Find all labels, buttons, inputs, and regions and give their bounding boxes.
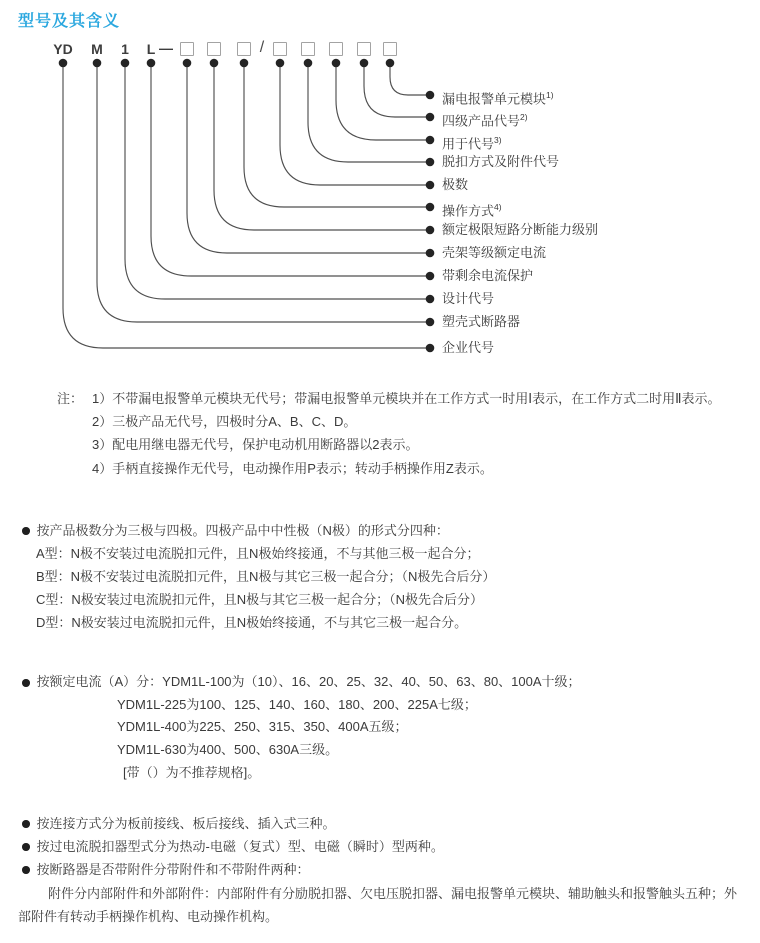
designation-label — [442, 109, 528, 129]
connector-line — [214, 67, 426, 230]
section-line: YDM1L-630为400、500、630A三级。 — [117, 742, 339, 758]
section-heading: 按额定电流（A）分：YDM1L-100为（10）、16、20、25、32、40、50、63、80、100A十级； — [36, 674, 581, 689]
label-bullet-icon — [426, 226, 435, 235]
designation-label — [442, 222, 598, 238]
bullet-icon — [22, 843, 30, 851]
model-code-box — [357, 42, 371, 56]
bullet-icon — [22, 679, 30, 687]
attachments-paragraph: 附件分内部附件和外部附件：内部附件有分励脱扣器、欠电压脱扣器、漏电报警单元模块、辅助触头和报警触头五种；外部附件有转动手柄操作机构、电动操作机构。 — [18, 885, 738, 924]
connector-line — [187, 67, 426, 253]
model-code-letter: YD — [53, 41, 73, 57]
connector-line — [390, 67, 426, 95]
code-dot-icon — [210, 59, 219, 68]
designation-label — [442, 340, 494, 356]
model-code-box — [207, 42, 221, 56]
connector-line — [280, 67, 426, 185]
bullet-text: 按连接方式分为板前接线、板后接线、插入式三种。 — [36, 816, 336, 831]
label-bullet-icon — [426, 295, 435, 304]
bullet-line — [22, 858, 750, 881]
label-bullet-icon — [426, 181, 435, 190]
code-dot-icon — [386, 59, 395, 68]
label-bullet-icon — [426, 91, 435, 100]
model-code-letter: L — [146, 41, 156, 57]
rated-current-section — [22, 671, 581, 785]
designation-label-text: 四级产品代号 — [442, 113, 521, 129]
label-bullet-icon — [426, 203, 435, 212]
bullet-line — [22, 812, 750, 835]
bullet-text: 按过电流脱扣器型式分为热动-电磁（复式）型、电磁（瞬时）型两种。 — [36, 839, 444, 855]
designation-label — [442, 268, 533, 284]
designation-label — [442, 154, 559, 170]
connector-line — [336, 67, 426, 140]
model-code-dash: — — [159, 40, 173, 56]
code-dot-icon — [332, 59, 341, 68]
label-bullet-icon — [426, 249, 435, 258]
designation-label — [442, 177, 468, 193]
note-line: 4）手柄直接操作无代号，电动操作用P表示；转动手柄操作用Z表示。 — [92, 460, 493, 476]
bullet-line — [22, 519, 495, 542]
code-dot-icon — [183, 59, 192, 68]
designation-label — [442, 291, 494, 307]
note-line: 3）配电用继电器无代号，保护电动机用断路器以2表示。 — [92, 437, 419, 453]
designation-label — [442, 314, 520, 330]
designation-label — [442, 87, 554, 107]
model-code-letter: M — [91, 41, 103, 57]
designation-label-text: 塑壳式断路器 — [442, 314, 521, 329]
model-code-slash: / — [259, 39, 265, 56]
designation-label-text: 脱扣方式及附件代号 — [442, 154, 560, 169]
designation-label-footnote: 1) — [546, 90, 554, 100]
model-code-box — [329, 42, 343, 56]
model-code-letter: 1 — [121, 41, 129, 57]
poles-section — [22, 519, 495, 634]
model-code-box — [301, 42, 315, 56]
section-line: YDM1L-400为225、250、315、350、400A五级； — [117, 719, 408, 735]
bullet-icon — [22, 820, 30, 828]
code-dot-icon — [59, 59, 68, 68]
bottom-bullets-section — [18, 812, 750, 928]
label-bullet-icon — [426, 136, 435, 145]
bullet-line — [22, 835, 750, 858]
note-text: 1）不带漏电报警单元模块无代号；带漏电报警单元模块并在工作方式一时用Ⅰ表示，在工作方式二时用Ⅱ表示。 — [92, 391, 721, 406]
model-code-box — [180, 42, 194, 56]
section-line: B型：N极不安装过电流脱扣元件，且N极与其它三极一起合分；（N极先合后分） — [36, 569, 496, 584]
model-designation-diagram — [0, 0, 760, 375]
section-line: A型：N极不安装过电流脱扣元件，且N极始终接通，不与其他三极一起合分； — [36, 546, 480, 561]
label-bullet-icon — [426, 344, 435, 353]
note-line — [57, 387, 720, 410]
connector-line — [308, 67, 426, 162]
bullet-icon — [22, 866, 30, 874]
connector-line — [364, 67, 426, 117]
designation-label-text: 用于代号 — [442, 136, 495, 152]
code-dot-icon — [240, 59, 249, 68]
section-line: C型：N极安装过电流脱扣元件，且N极与其它三极一起合分；（N极先合后分） — [36, 592, 484, 607]
designation-label-text: 带剩余电流保护 — [442, 268, 534, 283]
connector-line — [125, 67, 426, 299]
designation-label-footnote: 2) — [520, 112, 528, 122]
connector-lines — [0, 0, 760, 375]
designation-label — [442, 199, 502, 219]
code-dot-icon — [276, 59, 285, 68]
label-bullet-icon — [426, 158, 435, 167]
note-prefix: 注： — [57, 391, 84, 406]
model-code-box — [237, 42, 251, 56]
bullet-text: 按断路器是否带附件分带附件和不带附件两种： — [36, 862, 310, 878]
connector-line — [244, 67, 426, 207]
designation-label-text: 壳架等级额定电流 — [442, 245, 547, 260]
designation-label-text: 额定极限短路分断能力级别 — [442, 222, 599, 237]
connector-line — [151, 67, 426, 276]
page-title: 型号及其含义 — [18, 13, 121, 30]
code-dot-icon — [147, 59, 156, 68]
notes-block — [57, 387, 720, 480]
designation-label-footnote: 4) — [494, 202, 502, 212]
designation-label-footnote: 3) — [494, 135, 502, 145]
model-code-box — [383, 42, 397, 56]
label-bullet-icon — [426, 318, 435, 327]
code-dot-icon — [93, 59, 102, 68]
section-line: D型：N极安装过电流脱扣元件，且N极始终接通，不与其它三极一起合分。 — [36, 615, 468, 630]
designation-label-text: 极数 — [442, 177, 469, 192]
designation-label-text: 企业代号 — [442, 340, 495, 355]
bullet-line — [22, 671, 581, 694]
designation-label-text: 设计代号 — [442, 291, 495, 306]
code-dot-icon — [304, 59, 313, 68]
note-line: 2）三极产品无代号，四极时分A、B、C、D。 — [92, 414, 357, 430]
designation-label — [442, 245, 546, 261]
section-line: YDM1L-225为100、125、140、160、180、200、225A七级； — [117, 696, 477, 712]
section-line: [带（）为不推荐规格]。 — [123, 764, 261, 780]
designation-label-text: 漏电报警单元模块 — [442, 91, 547, 107]
designation-label — [442, 132, 502, 152]
label-bullet-icon — [426, 113, 435, 122]
designation-label-text: 操作方式 — [442, 203, 495, 219]
connector-line — [97, 67, 426, 322]
model-code-box — [273, 42, 287, 56]
code-dot-icon — [121, 59, 130, 68]
code-dot-icon — [360, 59, 369, 68]
label-bullet-icon — [426, 272, 435, 281]
section-heading: 按产品极数分为三极与四极。四极产品中中性极（N极）的形式分四种： — [36, 523, 449, 538]
bullet-icon — [22, 527, 30, 535]
